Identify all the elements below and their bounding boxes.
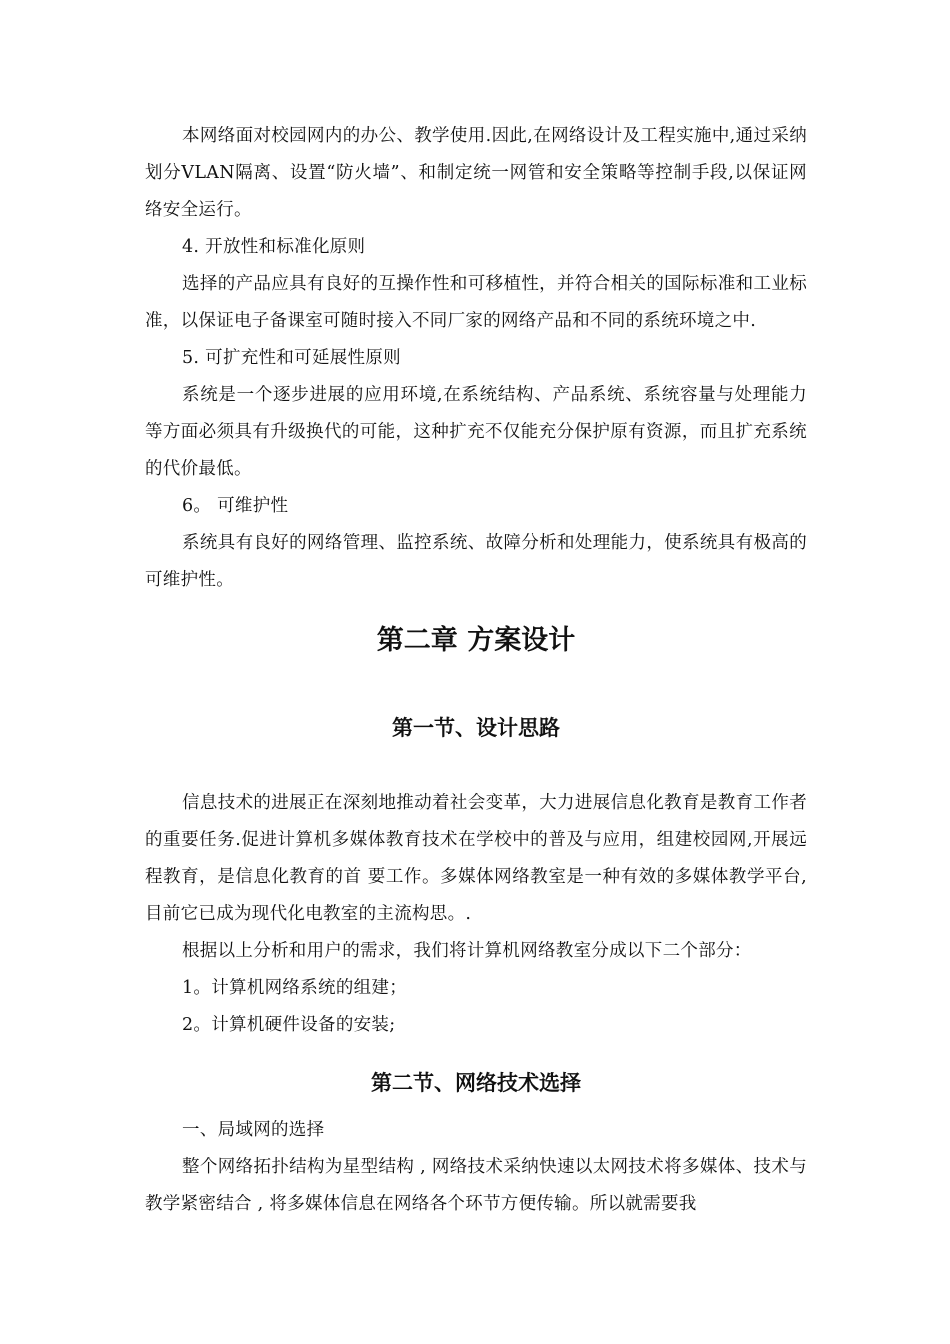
item-4-heading: 4. 开放性和标准化原则 bbox=[182, 237, 366, 257]
section-1-paragraph-1: 信息技术的进展正在深刻地推动着社会变革，大力进展信息化教育是教育工作者的重要任务.促进计算机多媒体教育技术在学校中的普及与应用，组建校园网,开展远程教育，是信息化教育的首 要工作。多媒体网络教室是一种有效的多媒体教学平台,目前它已成为现代化电教室的主流构思。. bbox=[145, 793, 807, 924]
section-2-title: 第二节、网络技术选择 bbox=[371, 1071, 581, 1095]
section-2-subheading: 一、局域网的选择 bbox=[182, 1120, 325, 1140]
item-5-heading: 5. 可扩充性和可延展性原则 bbox=[182, 348, 401, 368]
document-page bbox=[145, 118, 807, 1223]
section-2-paragraph: 整个网络拓扑结构为星型结构 , 网络技术采纳快速以太网技术将多媒体、技术与教学紧密结合 , 将多媒体信息在网络各个环节方便传输。所以就需要我 bbox=[145, 1157, 807, 1214]
item-4-text: 选择的产品应具有良好的互操作性和可移植性，并符合相关的国际标准和工业标准，以保证电子备课室可随时接入不同厂家的网络产品和不同的系统环境之中. bbox=[145, 274, 807, 331]
section-1-list-item-1: 1。计算机网络系统的组建； bbox=[182, 978, 408, 998]
intro-paragraph: 本网络面对校园网内的办公、教学使用.因此,在网络设计及工程实施中,通过采纳划分VLAN隔离、设置“防火墙”、和制定统一网管和安全策略等控制手段,以保证网络安全运行。 bbox=[145, 126, 807, 220]
section-1-list-item-2: 2。计算机硬件设备的安装; bbox=[182, 1015, 396, 1035]
section-1-title: 第一节、设计思路 bbox=[392, 716, 560, 740]
chapter-title: 第二章 方案设计 bbox=[376, 625, 576, 656]
section-1-paragraph-2: 根据以上分析和用户的需求，我们将计算机网络教室分成以下二个部分： bbox=[182, 941, 752, 961]
item-5-text: 系统是一个逐步进展的应用环境,在系统结构、产品系统、系统容量与处理能力等方面必须具有升级换代的可能，这种扩充不仅能充分保护原有资源，而且扩充系统的代价最低。 bbox=[145, 385, 807, 479]
item-6-heading: 6。 可维护性 bbox=[182, 496, 289, 516]
item-6-text: 系统具有良好的网络管理、监控系统、故障分析和处理能力，使系统具有极高的可维护性。 bbox=[145, 533, 807, 590]
